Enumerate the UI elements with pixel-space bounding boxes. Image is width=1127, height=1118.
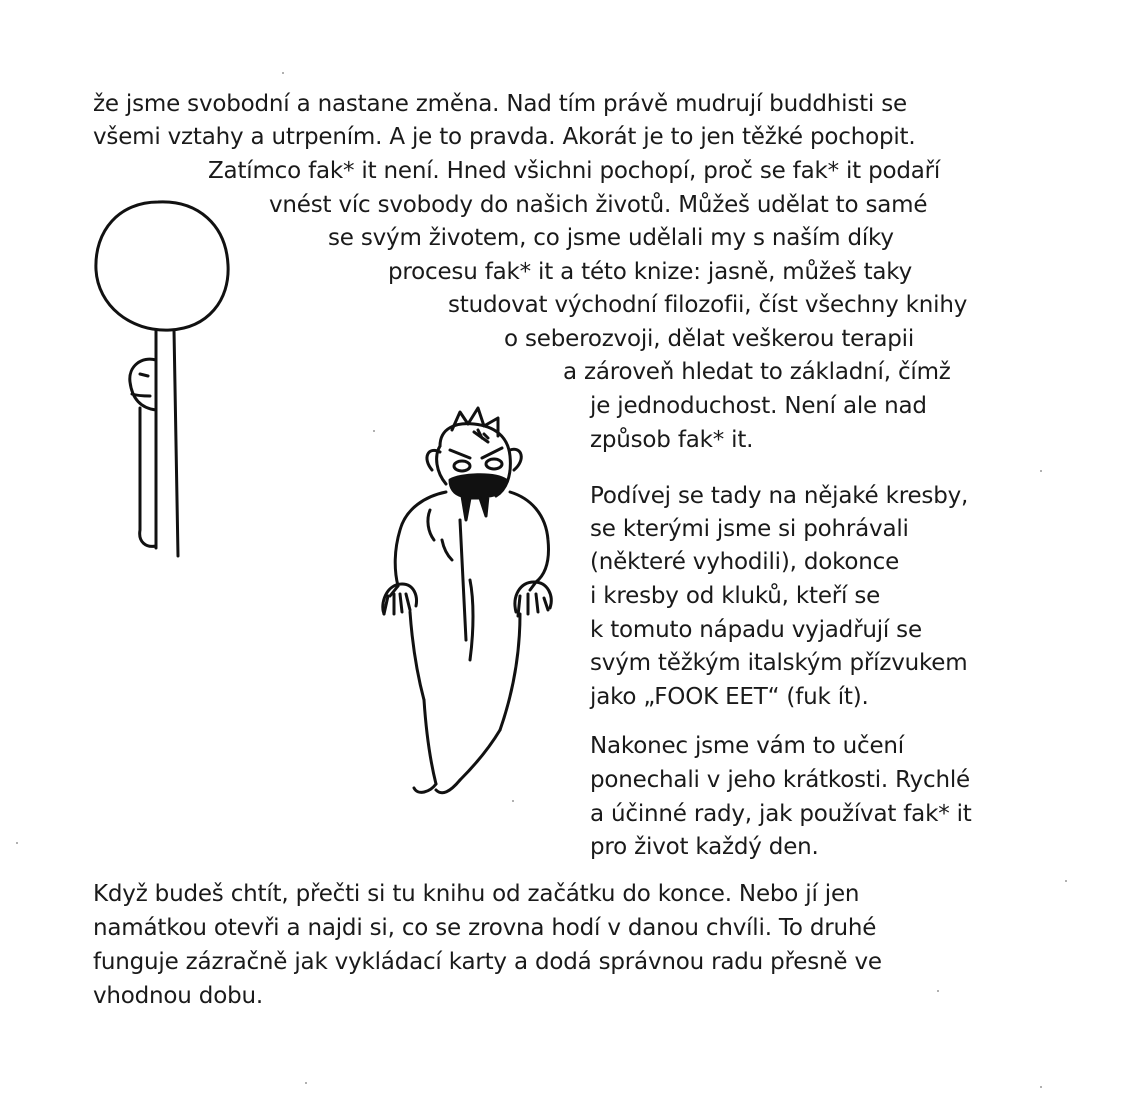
text-line: jako „FOOK EET“ (fuk ít).: [590, 684, 869, 710]
scan-speck: [373, 430, 375, 432]
text-line: vnést víc svobody do našich životů. Můžeš udělat to samé: [269, 192, 928, 218]
text-line: o seberozvoji, dělat veškerou terapii: [504, 326, 915, 352]
text-line: způsob fak* it.: [590, 427, 754, 453]
text-line: pro život každý den.: [590, 834, 819, 860]
text-line: se svým životem, co jsme udělali my s naším díky: [328, 225, 894, 251]
scan-speck: [1065, 880, 1067, 882]
text-line: vhodnou dobu.: [93, 983, 263, 1009]
text-line: namátkou otevři a najdi si, co se zrovna hodí v danou chvíli. To druhé: [93, 915, 877, 941]
text-line: Zatímco fak* it není. Hned všichni pochopí, proč se fak* it podaří: [208, 158, 941, 184]
text-line: že jsme svobodní a nastane změna. Nad tím právě mudrují buddhisti se: [93, 91, 907, 117]
text-line: se kterými jsme si pohrávali: [590, 516, 909, 542]
text-line: procesu fak* it a této knize: jasně, můžeš taky: [388, 259, 913, 285]
scan-speck: [937, 990, 939, 992]
text-line: a účinné rady, jak používat fak* it: [590, 801, 972, 827]
text-line: a zároveň hledat to základní, čímž: [563, 359, 951, 385]
text-line: svým těžkým italským přízvukem: [590, 650, 968, 676]
text-line: Když budeš chtít, přečti si tu knihu od začátku do konce. Nebo jí jen: [93, 881, 860, 907]
text-line: i kresby od kluků, kteří se: [590, 583, 881, 609]
scan-speck: [282, 72, 284, 74]
text-line: je jednoduchost. Není ale nad: [590, 393, 927, 419]
scan-speck: [512, 800, 514, 802]
text-line: všemi vztahy a utrpením. A je to pravda. Akorát je to jen těžké pochopit.: [93, 124, 916, 150]
scan-speck: [1040, 470, 1042, 472]
text-line: ponechali v jeho krátkosti. Rychlé: [590, 767, 970, 793]
tree-with-hiding-figure-drawing: [80, 190, 250, 570]
text-line: funguje zázračně jak vykládací karty a dodá správnou radu přesně ve: [93, 949, 882, 975]
text-line: studovat východní filozofii, číst všechny knihy: [448, 292, 968, 318]
text-line: k tomuto nápadu vyjadřují se: [590, 617, 922, 643]
text-line: (některé vyhodili), dokonce: [590, 549, 900, 575]
scan-speck: [305, 1082, 307, 1084]
scan-speck: [16, 842, 18, 844]
angry-creature-drawing: [370, 400, 570, 820]
text-line: Podívej se tady na nějaké kresby,: [590, 483, 969, 509]
scan-speck: [1040, 1086, 1042, 1088]
text-line: Nakonec jsme vám to učení: [590, 733, 904, 759]
